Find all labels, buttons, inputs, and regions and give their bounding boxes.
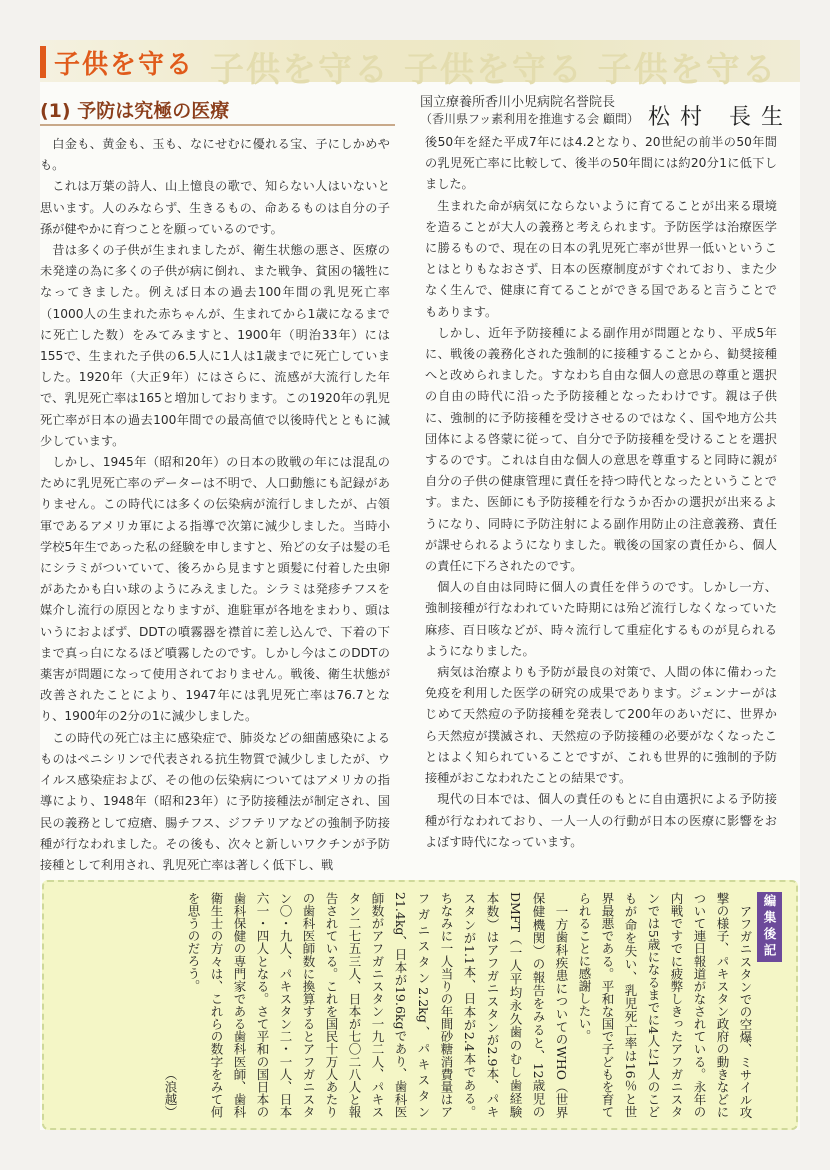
editor-note-paragraph: 一方歯科疾患についてのWHO（世界保健機関）の報告をみると、12歳児のDMFT（一人平均永久歯のむし歯経験本数）はアフガニスタンが2.9本、パキスタンが1.1本、日本が2.4本である。ちなみに一人当りの年間砂糖消費量はアフガニスタン2.2kg、パキスタン21.4kg、日本が19.6kgであり、歯科医師数がアフガニスタン一九二人、パキスタン二七五三人、日本が七〇二八人と報告されている。これを国民十万人あたりの歯科医師数に換算するとアフガニスタン〇・九人、パキスタン二・一人、日本六一・四人となる。さて平和の国日本の歯科保健の専門家である歯科医師、歯科衛生士の方々は、これらの数字をみて何を思うのだろう。: [186, 892, 569, 1118]
editor-note-title: 編集後記: [757, 892, 782, 962]
article-paragraph: 後50年を経た平成7年には4.2となり、20世紀の前半の50年間の乳児死亡率に比較して、後半の50年間には約20分1に低下しました。: [425, 135, 777, 192]
header-accent-bar: [40, 46, 46, 78]
editor-note-text: [92, 892, 782, 1118]
article-paragraph: しかし、近年予防接種による副作用が問題となり、平成5年に、戦後の義務化された強制的に接種することから、勧奨接種へと改められました。すなわち自由な個人の意思の尊重と選択の自由の時代に沿った予防接種となったわけです。親は子供に、強制的に予防接種を受けさせるのではなく、国や地方公共団体による啓蒙に従って、自分で予防接種を受けることを選択するのです。これは自由な個人の意思を尊重すると同時に親が自分の子供の健康管理に責任を持つ時代となったということです。また、医師にも予防接種を行なうか否かの選択が出来るようになり、同時に予防注射による副作用防止の注意義務、責任が課せられるようになりました。戦後の国家の責任から、個人の責任に下ろされたのです。: [425, 325, 777, 574]
author-name: 松村 長生: [648, 105, 793, 130]
article-paragraph: 白金も、黄金も、玉も、なにせむに優れる宝、子にしかめやも。: [40, 137, 390, 173]
article-paragraph: 個人の自由は同時に個人の責任を伴うのです。しかし一方、強制接種が行なわれていた時期には殆ど流行しなくなっていた麻疹、百日咳などが、時々流行して重症化するものが見られるようになりました。: [425, 580, 777, 658]
editor-note-paragraph: アフガニスタンでの空爆、ミサイル攻撃の様子、パキスタン政府の動きなどについて連日報道がなされている。永年の内戦ですでに疲弊しきったアフガニスタンでは5歳になるまでに4人に1人のこどもが命を失い、乳児死亡率は16％と世界最悪である。平和な国で子どもを育てられることに感謝したい。: [577, 892, 753, 1118]
article-paragraph: この時代の死亡は主に感染症で、肺炎などの細菌感染によるものはペニシリンで代表される抗生物質で減少しましたが、ウイルス感染症および、その他の伝染病についてはアメリカの指導により、1948年（昭和23年）に予防接種法が制定され、国民の義務として痘瘡、腸チフス、ジフテリアなどの強制予防接種が行なわれました。その後も、次々と新しいワクチンが予防接種として利用され、乳児死亡率は著しく低下し、戦: [40, 730, 390, 872]
article-column-left: [40, 134, 390, 876]
article-paragraph: 昔は多くの子供が生まれましたが、衛生状態の悪さ、医療の未発達の為に多くの子供が病に倒れ、また戦争、貧困の犠牲になってきました。例えば日本の過去100年間の乳児死亡率（1000人の生まれた赤ちゃんが、生まれてから1歳になるまでに死亡した数）をみてみますと、1900年（明治33年）には155で、生まれた子供の6.5人に1人は1歳までに死亡していました。1920年（大正9年）にはさらに、流感が大流行した年で、乳児死亡率は165と増加しております。この1920年の乳児死亡率が日本の過去100年間での最高値で以後時代とともに減少しています。: [40, 243, 390, 448]
author-affiliation: 国立療養所香川小児病院名誉院長: [420, 95, 616, 110]
author-block: [420, 94, 800, 128]
article-paragraph: 現代の日本では、個人の責任のもとに自由選択による予防接種が行なわれており、一人一人の行動が日本の医療に影響をおよぼす時代になっています。: [425, 792, 777, 849]
subtitle-divider: [40, 124, 395, 126]
article-column-right: [425, 132, 777, 853]
editor-note-signature: （浪越）: [163, 1068, 178, 1118]
article-paragraph: これは万葉の詩人、山上憶良の歌で、知らない人はいないと思います。人のみならず、生きるもの、命あるものは自分の子孫が健やかに育つことを願っているのです。: [40, 179, 390, 236]
article-paragraph: 病気は治療よりも予防が最良の対策で、人間の体に備わった免疫を利用した医学の研究の成果であります。ジェンナーがはじめて天然痘の予防接種を発表して200年のあいだに、世界から天然痘が撲滅され、天然痘の予防接種の必要がなくなったことはよく知られていることですが、これも世界的に強制的予防接種がおこなわれたことの結果です。: [425, 665, 777, 786]
header-watermark: 子供を守る 子供を守る 子供を守る: [210, 50, 778, 90]
section-subtitle: (1) 予防は究極の医療: [40, 100, 230, 122]
editor-note-box: [42, 880, 798, 1130]
author-organization: （香川県フッ素利用を推進する会 顧問）: [420, 112, 639, 126]
page-title: 子供を守る: [54, 50, 195, 80]
article-paragraph: しかし、1945年（昭和20年）の日本の敗戦の年には混乱のために乳児死亡率のデーターは不明で、人口動態にも記録がありません。この時代には多くの伝染病が流行しましたが、占領軍であるアメリカ軍による指導で次第に減少しました。当時小学校5年生であった私の経験を申しますと、殆どの女子は髪の毛にシラミがついていて、後ろから見ますと頭髪に付着した虫卵があたかも白い球のようにみえました。シラミは発疹チフスを媒介し流行の原因となりますが、進駐軍が各地をまわり、頭はいうにおよばず、DDTの噴霧器を襟首に差し込んで、下着の下まで真っ白になるほど噴霧したのです。しかし今はこのDDTの薬害が問題になって使用されておりません。戦後、衛生状態が改善されたことにより、1947年には乳児死亡率は76.7となり、1900年の2分の1に減少しました。: [40, 455, 390, 724]
article-paragraph: 生まれた命が病気にならないように育てることが出来る環境を造ることが大人の義務と考えられます。予防医学は治療医学に勝るもので、現在の日本の乳児死亡率が世界一低いということはとりもなおさず、日本の医療制度がすぐれており、また少なく生んで、健康に育てることができる国であると言うことでもあります。: [425, 198, 777, 319]
